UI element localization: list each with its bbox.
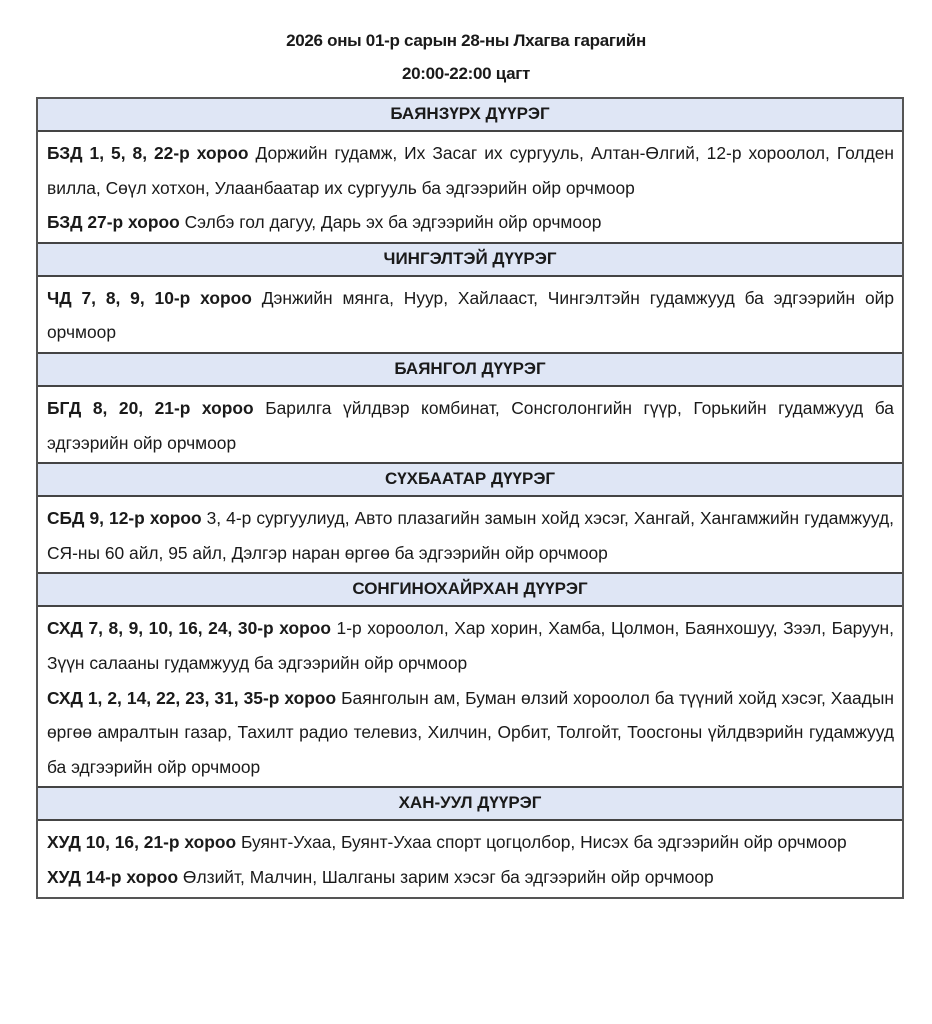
area-list: 1-р хороолол, Хар хорин, Хамба, Цолмон, Баянхошуу, Зээл, Баруун, Зүүн салааны гудамжууд ба эдгээрийн ойр орчмоор <box>47 618 894 673</box>
khoroo-entry <box>47 681 894 785</box>
khoroo-label: СБД 9, 12-р хороо <box>47 508 202 529</box>
district-cell <box>38 607 902 788</box>
district-header: СОНГИНОХАЙРХАН ДҮҮРЭГ <box>38 574 902 607</box>
district-cell <box>38 497 902 574</box>
area-list: Баянголын ам, Буман өлзий хороолол ба түүний хойд хэсэг, Хаадын өргөө амралтын газар, Тахилт радио телевиз, Хилчин, Орбит, Толгойт, Тоосгоны үйлдвэрийн гудамжууд ба эдгээрийн ойр орчмоор <box>47 687 894 777</box>
khoroo-label: ЧД 7, 8, 9, 10-р хороо <box>47 287 252 308</box>
khoroo-label: ХУД 10, 16, 21-р хороо <box>47 832 237 853</box>
area-list: Барилга үйлдвэр комбинат, Сонсголонгийн гүүр, Горькийн гудамжууд ба эдгээрийн ойр орчмоор <box>47 397 894 453</box>
area-list: Сэлбэ гол дагуу, Дарь эх ба эдгээрийн ойр орчмоор <box>184 212 602 233</box>
district-header: БАЯНГОЛ ДҮҮРЭГ <box>38 354 902 387</box>
khoroo-entry <box>47 281 894 350</box>
khoroo-entry <box>47 205 894 240</box>
outage-table <box>36 97 904 899</box>
area-list: Доржийн гудамж, Их Засаг их сургууль, Алтан-Өлгий, 12-р хороолол, Голден вилла, Сөүл хотхон, Улаанбаатар их сургууль ба эдгээрийн ойр орчмоор <box>47 143 894 198</box>
area-list: 3, 4-р сургуулиуд, Авто плазагийн замын хойд хэсэг, Хангай, Хангамжийн гудамжууд, СЯ-ны 60 айл, 95 айл, Дэлгэр наран өргөө ба эдгээрийн ойр орчмоор <box>47 508 894 563</box>
khoroo-label: СХД 1, 2, 14, 22, 23, 31, 35-р хороо <box>47 687 337 708</box>
district-header: СҮХБААТАР ДҮҮРЭГ <box>38 464 902 497</box>
khoroo-label: ХУД 14-р хороо <box>47 866 179 887</box>
district-header: БАЯНЗҮРХ ДҮҮРЭГ <box>38 99 902 132</box>
khoroo-entry <box>47 825 894 860</box>
district-cell <box>38 821 902 896</box>
khoroo-label: БЗД 1, 5, 8, 22-р хороо <box>47 143 249 163</box>
khoroo-entry <box>47 611 894 680</box>
district-cell <box>38 132 902 244</box>
khoroo-entry <box>47 391 894 460</box>
district-header: ХАН-УУЛ ДҮҮРЭГ <box>38 788 902 821</box>
area-list: Буянт-Ухаа, Буянт-Ухаа спорт цогцолбор, Нисэх ба эдгээрийн ойр орчмоор <box>240 832 847 853</box>
khoroo-label: БЗД 27-р хороо <box>47 212 180 233</box>
khoroo-entry <box>47 136 894 205</box>
khoroo-label: СХД 7, 8, 9, 10, 16, 24, 30-р хороо <box>47 618 331 639</box>
khoroo-entry <box>47 501 894 570</box>
district-cell <box>38 387 902 464</box>
district-cell <box>38 277 902 354</box>
schedule-time: 20:00-22:00 цагт <box>401 64 531 83</box>
schedule-date: 2026 оны 01-р сарын 28-ны Лхагва гарагийн <box>286 31 646 50</box>
area-list: Өлзийт, Малчин, Шалганы зарим хэсэг ба эдгээрийн ойр орчмоор <box>182 866 714 887</box>
khoroo-label: БГД 8, 20, 21-р хороо <box>47 397 254 418</box>
area-list: Дэнжийн мянга, Нуур, Хайлааст, Чингэлтэйн гудамжууд ба эдгээрийн ойр орчмоор <box>47 287 894 343</box>
district-header: ЧИНГЭЛТЭЙ ДҮҮРЭГ <box>38 244 902 277</box>
khoroo-entry <box>47 860 894 895</box>
